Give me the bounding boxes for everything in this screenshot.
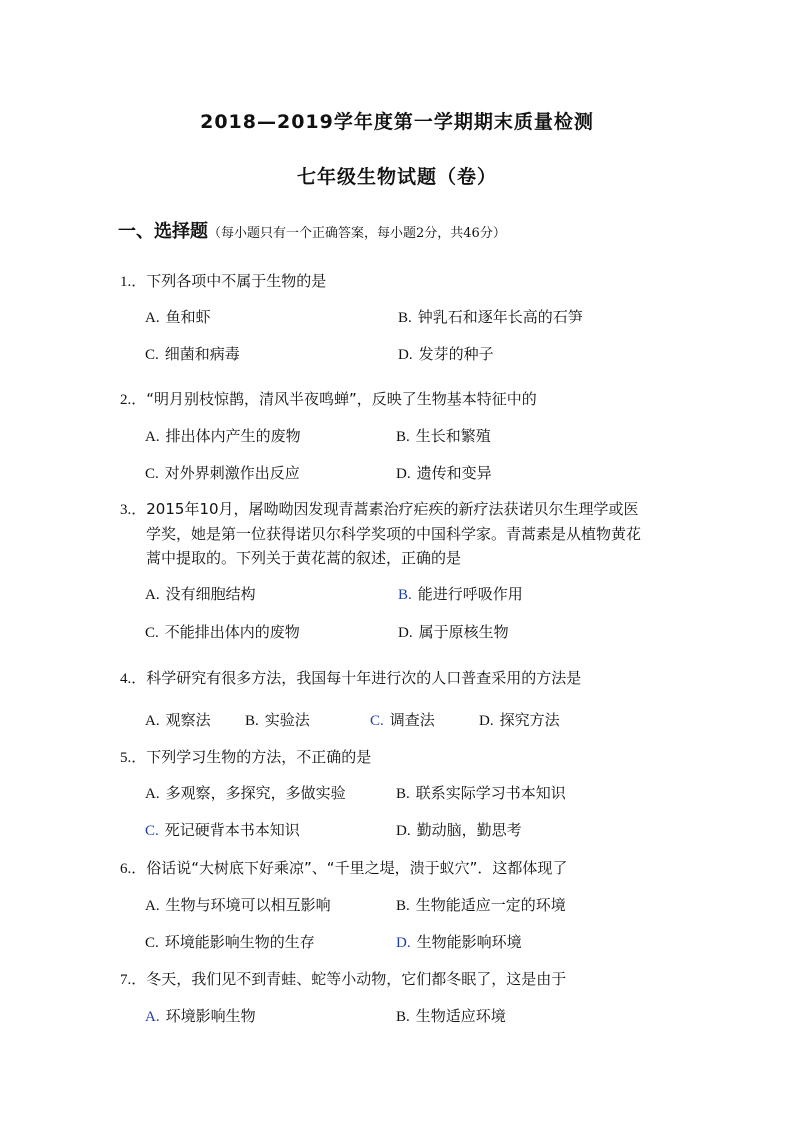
question-6 [120,856,567,881]
question-5 [120,745,371,770]
question-number: 5.． [120,750,147,766]
question-number: 1.． [120,274,147,290]
section-note: （每小题只有一个正确答案，每小题2分，共46分） [208,226,506,241]
option-2c[interactable]: C. 对外界刺激作出反应 [145,464,300,482]
question-7 [120,967,566,992]
option-1c[interactable]: C. 细菌和病毒 [145,345,240,363]
question-number: 4.． [120,671,147,687]
option-4d[interactable]: D. 探究方法 [479,711,560,729]
question-text: 科学研究有很多方法，我国每十年进行次的人口普查采用的方法是 [146,669,582,687]
question-text: 俗话说“大树底下好乘凉”、“千里之堤，溃于蚁穴”．这都体现了 [146,859,568,877]
option-5b[interactable]: B. 联系实际学习书本知识 [396,784,566,802]
question-3 [120,497,680,570]
option-6d[interactable]: D. 生物能影响环境 [396,933,522,951]
option-6b[interactable]: B. 生物能适应一定的环境 [396,896,566,914]
question-text: 2015年10月，屠呦呦因发现青蒿素治疗疟疾的新疗法获诺贝尔生理学或医 [146,500,639,518]
option-3c[interactable]: C. 不能排出体内的废物 [145,623,300,641]
option-3a[interactable]: A. 没有细胞结构 [145,585,256,603]
option-4b[interactable]: B. 实验法 [245,711,310,729]
option-6c[interactable]: C. 环境能影响生物的生存 [145,933,315,951]
question-text: 冬天，我们见不到青蛙、蛇等小动物，它们都冬眠了，这是由于 [146,970,567,988]
question-text-line3: 蒿中提取的。下列关于黄花蒿的叙述，正确的是 [146,549,462,567]
question-number: 3.． [120,502,147,518]
exam-subtitle: 七年级生物试题（卷） [296,166,497,188]
option-7a[interactable]: A. 环境影响生物 [145,1007,256,1025]
question-number: 7.． [120,972,147,988]
option-5d[interactable]: D. 勤动脑，勤思考 [396,821,522,839]
question-2 [120,387,537,412]
section-title: 一、选择题 [118,221,208,242]
option-7b[interactable]: B. 生物适应环境 [396,1007,506,1025]
option-4c[interactable]: C. 调查法 [370,711,435,729]
question-text: 下列学习生物的方法，不正确的是 [146,748,372,766]
option-3d[interactable]: D. 属于原核生物 [398,623,509,641]
question-text: 下列各项中不属于生物的是 [146,272,327,290]
question-1 [120,269,326,294]
question-4 [120,666,581,691]
question-text: “明月别枝惊鹊，清风半夜鸣蝉”，反映了生物基本特征中的 [146,390,537,408]
question-number: 6.． [120,861,147,877]
option-2a[interactable]: A. 排出体内产生的废物 [145,427,301,445]
exam-title: 2018—2019学年度第一学期期末质量检测 [200,111,594,133]
option-1d[interactable]: D. 发芽的种子 [398,345,494,363]
option-1b[interactable]: B. 钟乳石和逐年长高的石笋 [398,308,583,326]
option-5c[interactable]: C. 死记硬背本书本知识 [145,821,300,839]
option-5a[interactable]: A. 多观察，多探究，多做实验 [145,784,346,802]
question-number: 2.． [120,392,147,408]
option-6a[interactable]: A. 生物与环境可以相互影响 [145,896,331,914]
option-2d[interactable]: D. 遗传和变异 [396,464,492,482]
option-1a[interactable]: A. 鱼和虾 [145,308,211,326]
question-text-line2: 学奖，她是第一位获得诺贝尔科学奖项的中国科学家。青蒿素是从植物黄花 [146,525,642,543]
option-4a[interactable]: A. 观察法 [145,711,211,729]
option-3b[interactable]: B. 能进行呼吸作用 [398,585,523,603]
section-heading [118,217,506,243]
option-2b[interactable]: B. 生长和繁殖 [396,427,491,445]
